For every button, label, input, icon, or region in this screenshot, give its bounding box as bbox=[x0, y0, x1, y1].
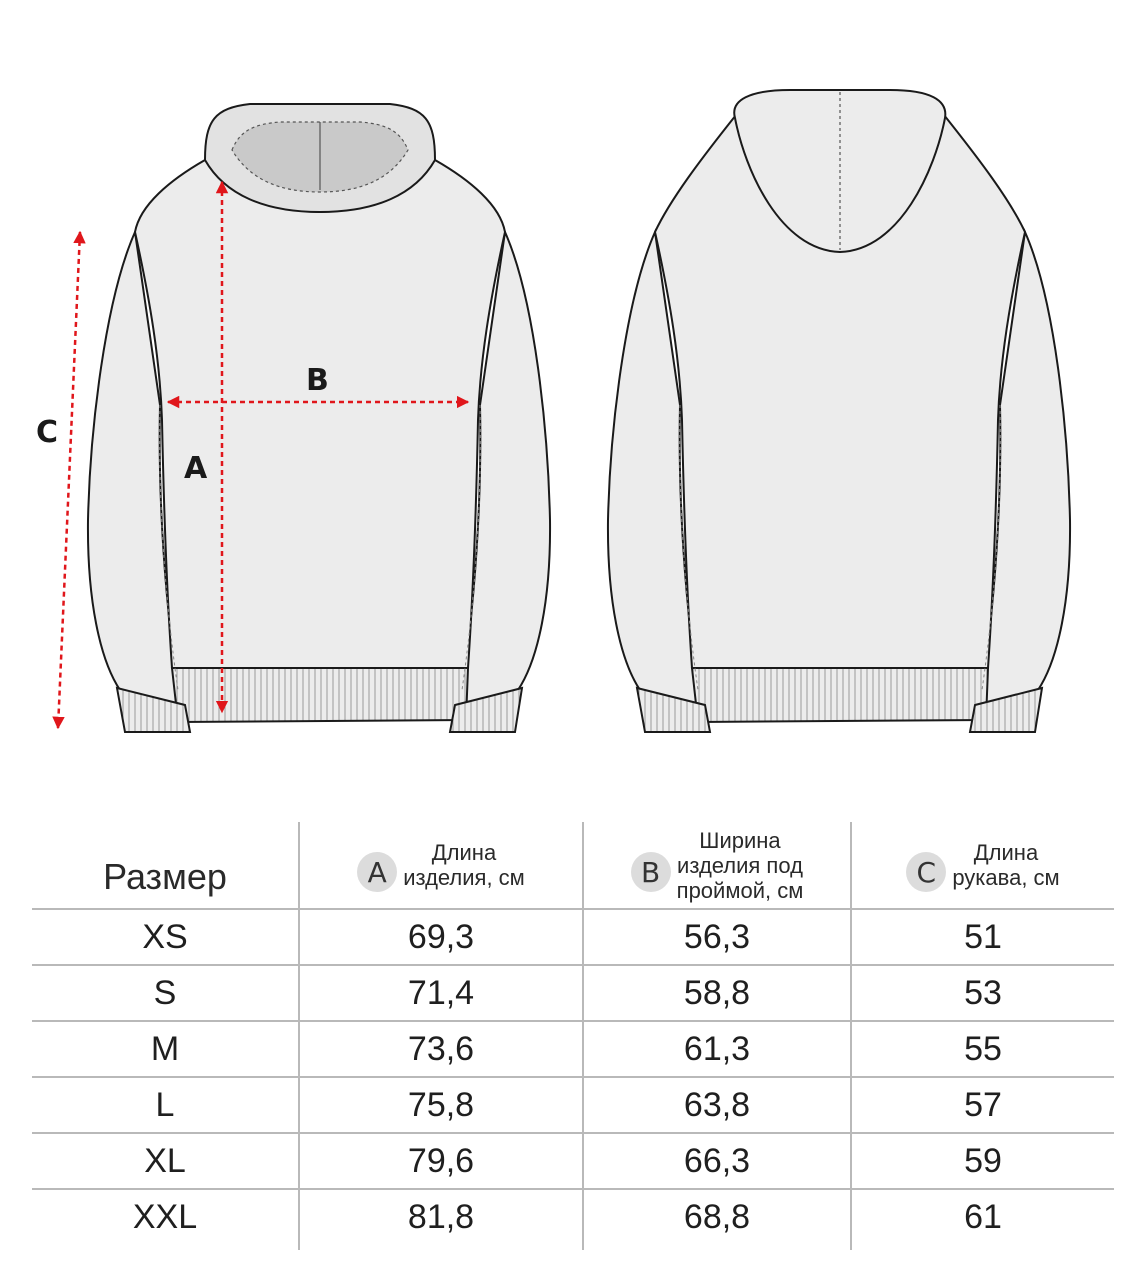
cell-sleeve: 59 bbox=[964, 1141, 1002, 1180]
back-waistband bbox=[692, 668, 988, 722]
cell-width: 61,3 bbox=[683, 1029, 751, 1068]
header-sleeve bbox=[852, 822, 1114, 908]
header-sleeve-line1: Длина bbox=[973, 840, 1039, 865]
cell-width: 66,3 bbox=[683, 1141, 751, 1180]
cell-length: 81,8 bbox=[407, 1197, 475, 1236]
hoodie-back bbox=[608, 90, 1070, 732]
header-width-line3: проймой, см bbox=[676, 877, 804, 903]
table-row bbox=[32, 1188, 1114, 1244]
label-b: B bbox=[306, 363, 329, 398]
cell-size: L bbox=[155, 1085, 175, 1124]
table-row bbox=[32, 1076, 1114, 1132]
front-waistband bbox=[172, 668, 468, 722]
label-c: C bbox=[36, 415, 59, 450]
table-row bbox=[32, 1132, 1114, 1188]
badge-a: A bbox=[357, 852, 397, 892]
header-width-line1: Ширина bbox=[699, 827, 781, 853]
cell-width: 68,8 bbox=[683, 1197, 751, 1236]
header-sleeve-line2: рукава, см bbox=[952, 865, 1060, 890]
cell-length: 69,3 bbox=[407, 917, 475, 956]
header-size: Размер bbox=[103, 856, 227, 897]
hoodie-front bbox=[88, 104, 550, 732]
table-row bbox=[32, 908, 1114, 964]
label-a: A bbox=[184, 451, 208, 486]
cell-sleeve: 57 bbox=[964, 1085, 1002, 1124]
cell-width: 58,8 bbox=[683, 973, 751, 1012]
cell-width: 56,3 bbox=[683, 917, 751, 956]
front-body bbox=[135, 160, 505, 668]
cell-sleeve: 61 bbox=[964, 1197, 1002, 1236]
header-length-line2: изделия, см bbox=[403, 865, 525, 890]
header-length bbox=[300, 822, 582, 908]
cell-sleeve: 55 bbox=[964, 1029, 1002, 1068]
cell-size: XS bbox=[142, 917, 188, 956]
size-table bbox=[32, 822, 1114, 1244]
cell-width: 63,8 bbox=[683, 1085, 751, 1124]
table-row bbox=[32, 964, 1114, 1020]
header-width bbox=[584, 822, 850, 908]
badge-b: B bbox=[631, 852, 671, 892]
cell-size: M bbox=[150, 1029, 180, 1068]
cell-size: XXL bbox=[132, 1197, 198, 1236]
arrow-c bbox=[58, 232, 80, 728]
cell-length: 73,6 bbox=[407, 1029, 475, 1068]
cell-size: XL bbox=[144, 1141, 186, 1180]
header-length-line1: Длина bbox=[431, 840, 497, 865]
badge-c: C bbox=[906, 852, 946, 892]
cell-length: 75,8 bbox=[407, 1085, 475, 1124]
table-header bbox=[32, 822, 1114, 908]
cell-size: S bbox=[153, 973, 177, 1012]
cell-sleeve: 51 bbox=[964, 917, 1002, 956]
cell-sleeve: 53 bbox=[964, 973, 1002, 1012]
table-row bbox=[32, 1020, 1114, 1076]
cell-length: 71,4 bbox=[407, 973, 475, 1012]
header-width-line2: изделия под bbox=[677, 852, 803, 878]
cell-length: 79,6 bbox=[407, 1141, 475, 1180]
